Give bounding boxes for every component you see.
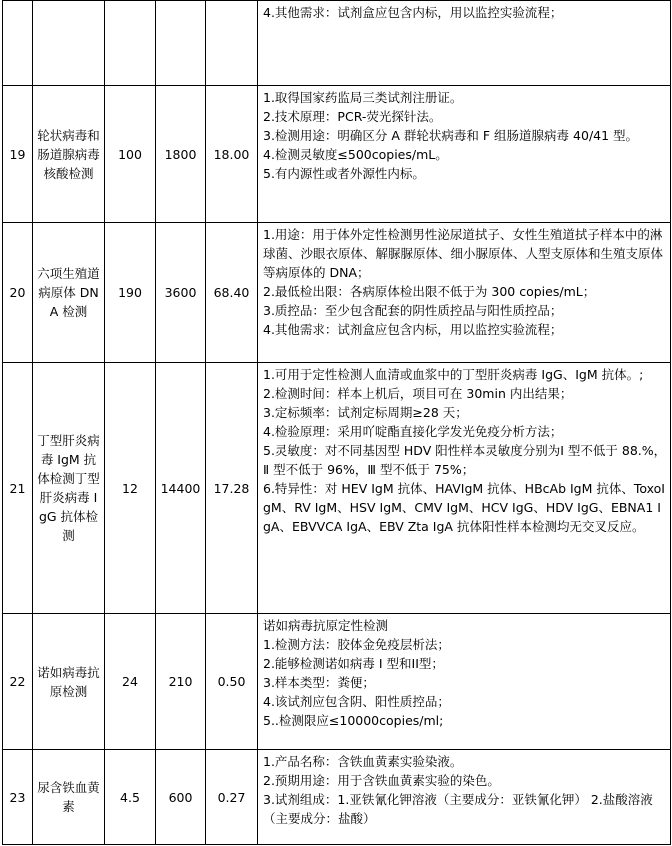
table-row — [3, 86, 671, 223]
requirement-line: 3.质控品：至少包含配套的阴性质控品与阳性质控品； — [263, 303, 563, 318]
requirement-line: 5.灵敏度：对不同基因型 HDV 阳性样本灵敏度分别为Ⅰ 型不低于 88.%，Ⅱ 型不低于 96%，Ⅲ 型不低于 75%； — [263, 443, 667, 477]
requirement-line: 2.能够检测诺如病毒 I 型和II型； — [263, 656, 444, 671]
cell-requirements — [258, 223, 671, 363]
cell-unit-price: 600 — [156, 750, 206, 845]
requirement-line: 3.样本类型：粪便； — [263, 675, 375, 690]
requirement-line: 诺如病毒抗原定性检测 — [263, 618, 389, 633]
cell-number: 19 — [3, 86, 33, 223]
cell-amount: 17.28 — [206, 363, 258, 614]
cell-amount — [206, 1, 258, 86]
cell-unit-price: 3600 — [156, 223, 206, 363]
requirement-line: 3.定标频率：试剂定标周期≥28 天； — [263, 405, 468, 420]
requirement-line: 1.检测方法：胶体金免疫层析法； — [263, 637, 450, 652]
cell-quantity: 4.5 — [105, 750, 156, 845]
requirement-line: 5.有内源性或者外源性内标。 — [263, 166, 425, 181]
cell-amount: 0.27 — [206, 750, 258, 845]
requirement-line: 4.其他需求：试剂盒应包含内标，用以监控实验流程； — [263, 322, 563, 337]
cell-quantity — [105, 1, 156, 86]
requirement-line: 4.检测灵敏度≤500copies/mL。 — [263, 147, 448, 162]
cell-requirements — [258, 363, 671, 614]
requirement-line: 6.特异性：对 HEV IgM 抗体、HAVIgM 抗体、HBcAb IgM 抗体、ToxoIgM、RV IgM、HSV IgM、CMV IgM、HCV IgG、HDV IgG、EBNA1 IgA、EBVVCA IgA、EBV Zta IgA 抗体阳性样本检测均无交叉反应。 — [263, 481, 665, 534]
cell-quantity: 24 — [105, 614, 156, 750]
table-row — [3, 614, 671, 750]
cell-item-name: 丁型肝炎病毒 IgM 抗体检测丁型肝炎病毒 IgG 抗体检测 — [33, 363, 105, 614]
table-row — [3, 223, 671, 363]
requirement-line: 2.最低检出限：各病原体检出限不低于为 300 copies/mL； — [263, 284, 596, 299]
requirement-line: 3.检测用途：明确区分 A 群轮状病毒和 F 组肠道腺病毒 40/41 型。 — [263, 128, 639, 143]
cell-unit-price: 14400 — [156, 363, 206, 614]
requirement-line: 1.可用于定性检测人血清或血浆中的丁型肝炎病毒 IgG、IgM 抗体。; — [263, 367, 644, 382]
requirement-line: 4.该试剂应包含阴、阳性质控品； — [263, 694, 450, 709]
cell-unit-price — [156, 1, 206, 86]
cell-number: 20 — [3, 223, 33, 363]
cell-requirements — [258, 1, 671, 86]
cell-unit-price: 1800 — [156, 86, 206, 223]
cell-number: 22 — [3, 614, 33, 750]
cell-quantity: 100 — [105, 86, 156, 223]
table-row — [3, 363, 671, 614]
requirement-line: 1.产品名称：含铁血黄素实验染液。 — [263, 754, 463, 769]
requirement-line: 5..检测限应≤10000copies/ml; — [263, 713, 444, 728]
cell-item-name: 尿含铁血黄素 — [33, 750, 105, 845]
requirement-line: 3.试剂组成：1.亚铁氰化钾溶液（主要成分：亚铁氰化钾） 2.盐酸溶液（主要成分：盐酸） — [263, 792, 653, 826]
cell-item-name: 六项生殖道病原体 DNA 检测 — [33, 223, 105, 363]
cell-amount: 0.50 — [206, 614, 258, 750]
requirement-line: 1.用途：用于体外定性检测男性泌尿道拭子、女性生殖道拭子样本中的淋球菌、沙眼衣原体、解脲脲原体、细小脲原体、人型支原体和生殖支原体等病原体的 DNA； — [263, 227, 664, 280]
table-row — [3, 1, 671, 86]
cell-number: 23 — [3, 750, 33, 845]
cell-number — [3, 1, 33, 86]
requirement-line: 2.预期用途：用于含铁血黄素实验的染色。 — [263, 773, 500, 788]
cell-requirements — [258, 614, 671, 750]
table-row — [3, 750, 671, 845]
cell-unit-price: 210 — [156, 614, 206, 750]
requirement-line: 4.其他需求：试剂盒应包含内标，用以监控实验流程； — [263, 5, 563, 20]
cell-amount: 68.40 — [206, 223, 258, 363]
cell-requirements — [258, 750, 671, 845]
requirement-line: 1.取得国家药监局三类试剂注册证。 — [263, 90, 463, 105]
requirement-line: 2.技术原理：PCR-荧光探针法。 — [263, 109, 442, 124]
cell-quantity: 12 — [105, 363, 156, 614]
cell-requirements — [258, 86, 671, 223]
cell-item-name — [33, 1, 105, 86]
requirement-line: 2.检测时间：样本上机后，项目可在 30min 内出结果； — [263, 386, 573, 401]
procurement-table — [2, 0, 671, 845]
cell-number: 21 — [3, 363, 33, 614]
requirement-line: 4.检验原理：采用吖啶酯直接化学发光免疫分析方法； — [263, 424, 563, 439]
cell-item-name: 轮状病毒和肠道腺病毒核酸检测 — [33, 86, 105, 223]
cell-amount: 18.00 — [206, 86, 258, 223]
cell-item-name: 诺如病毒抗原检测 — [33, 614, 105, 750]
cell-quantity: 190 — [105, 223, 156, 363]
